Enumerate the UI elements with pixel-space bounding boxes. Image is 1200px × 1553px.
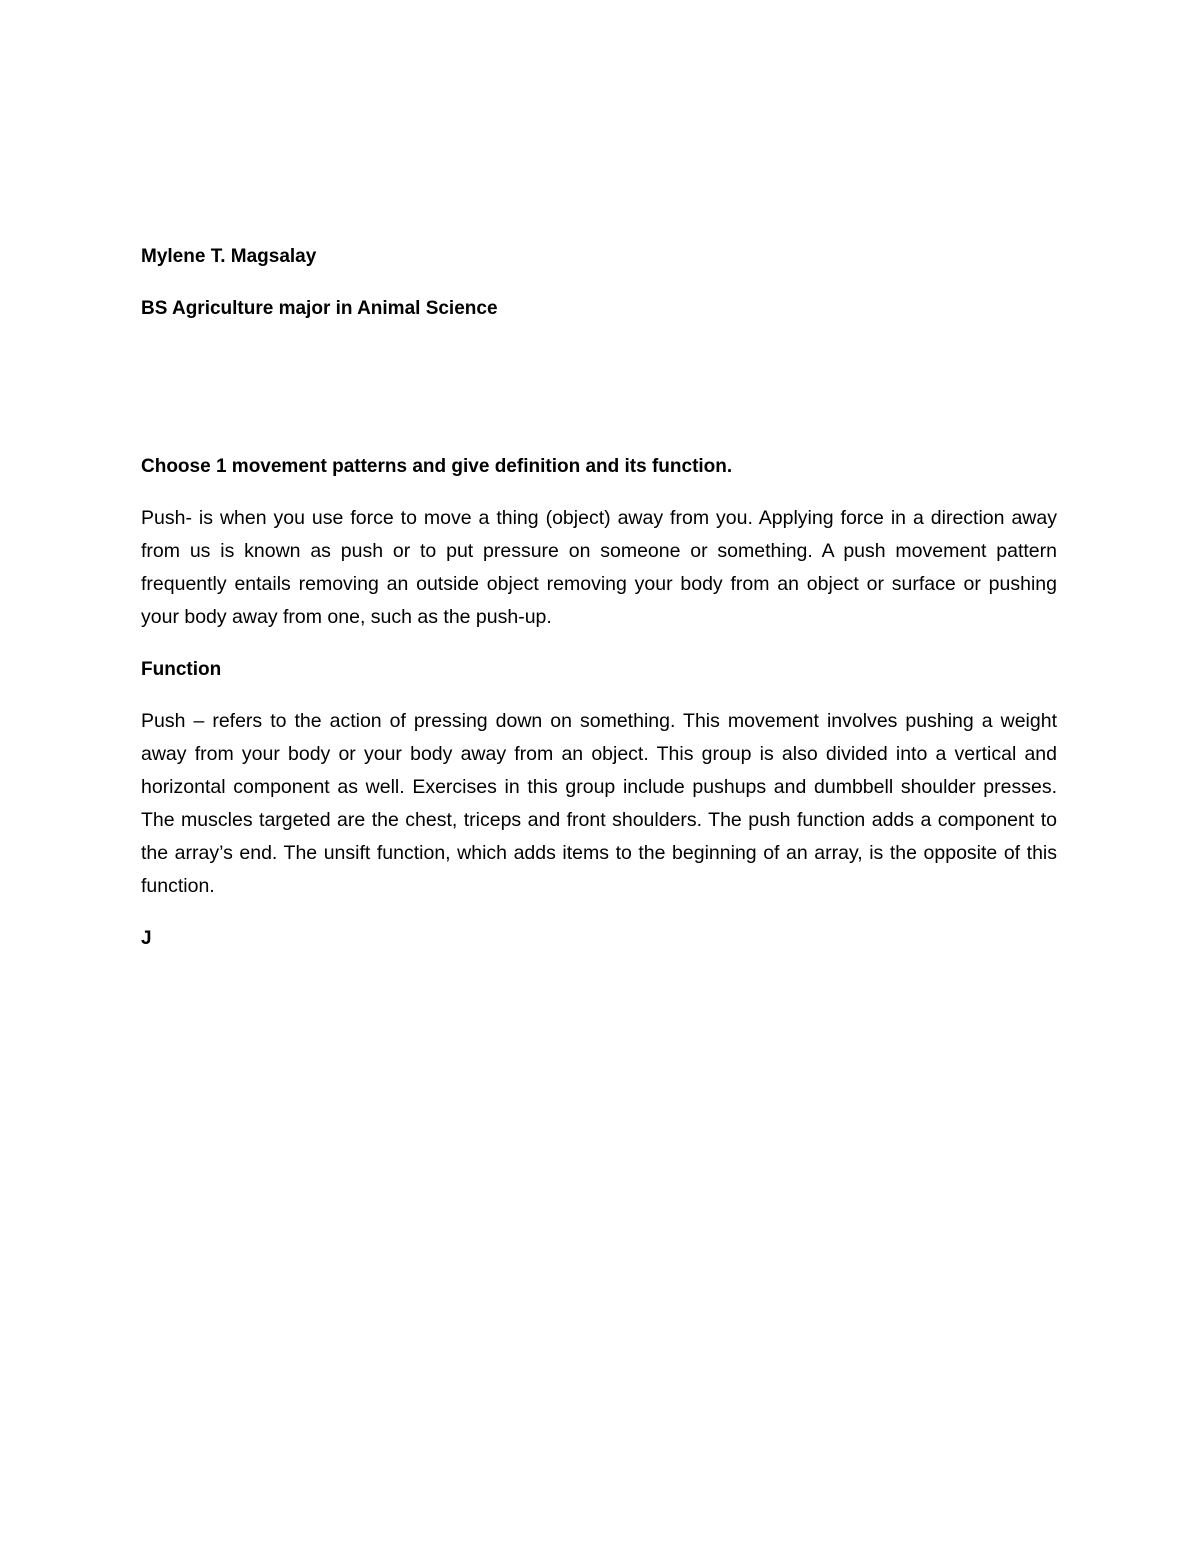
function-paragraph: Push – refers to the action of pressing down on something. This movement involves pushing a weight away from your body or your body away from an object. This group is also divided into a vertical and horizontal component as well. Exercises in this group include pushups and dumbbell shoulder presses. The muscles targeted are the chest, triceps and front shoulders. The push function adds a component to the array’s end. The unsift function, which adds items to the beginning of an array, is the opposite of this function.	[141, 710, 1057, 897]
stray-character: J	[141, 928, 152, 949]
definition-paragraph: Push- is when you use force to move a thing (object) away from you. Applying force in a direction away from us is known as push or to put pressure on someone or something. A push movement pattern frequently entails removing an outside object removing your body from an object or surface or pushing your body away from one, such as the push-up.	[141, 507, 1057, 628]
assignment-prompt: Choose 1 movement patterns and give definition and its function.	[141, 456, 733, 477]
author-name: Mylene T. Magsalay	[141, 246, 317, 267]
function-heading: Function	[141, 659, 222, 680]
program-line: BS Agriculture major in Animal Science	[141, 298, 498, 319]
document-body	[141, 240, 1057, 955]
